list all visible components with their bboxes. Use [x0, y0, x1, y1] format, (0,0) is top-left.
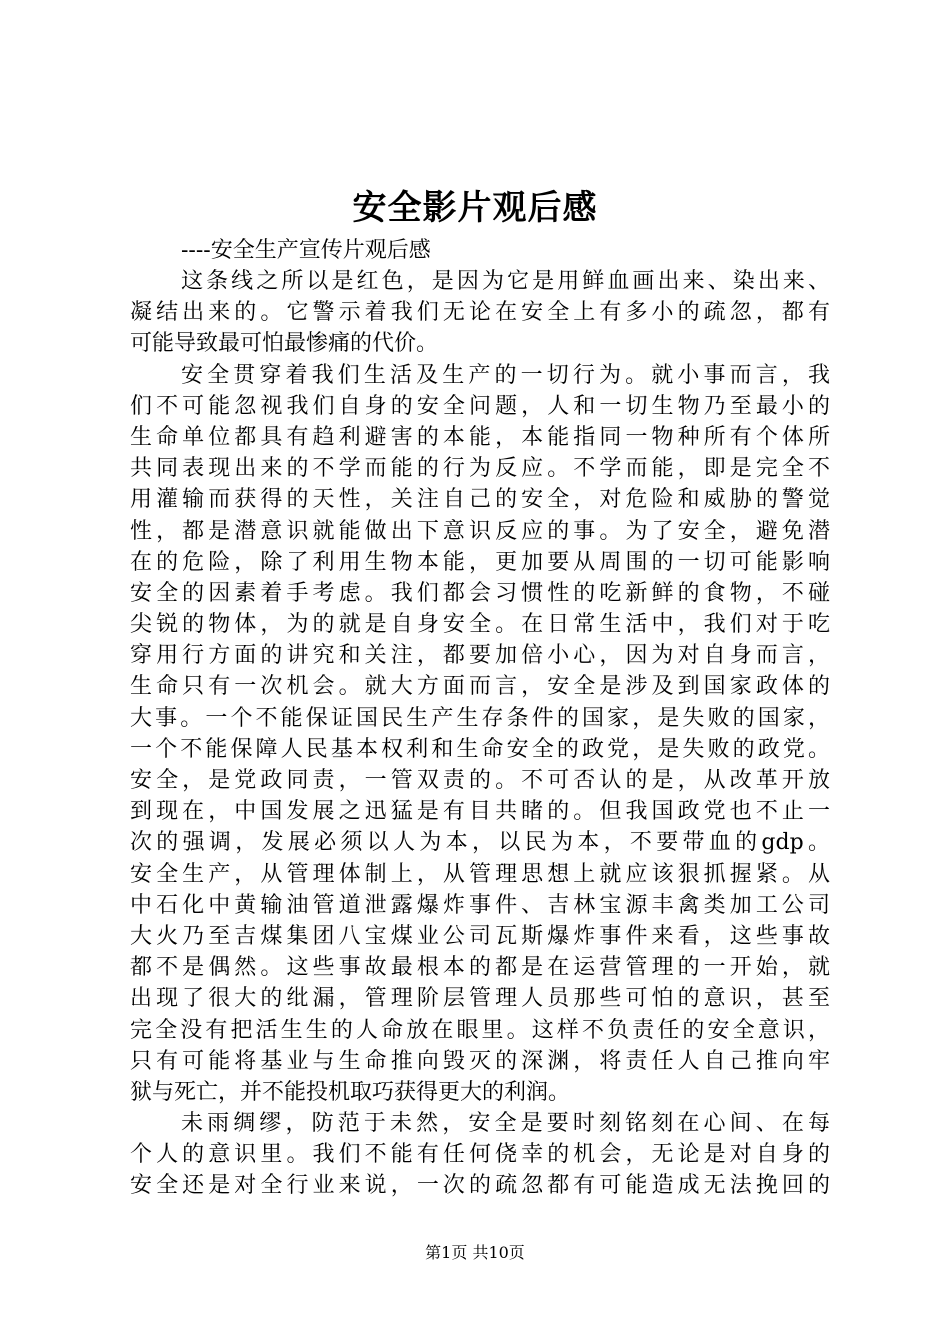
body-text-line: 凝结出来的。它警示着我们无论在安全上有多小的疏忽，都有 [130, 300, 830, 326]
body-text-line: 到现在，中国发展之迅猛是有目共睹的。但我国政党也不止一 [130, 799, 830, 825]
document-title: 安全影片观后感 [352, 188, 598, 228]
body-text-line: 安全还是对全行业来说，一次的疏忽都有可能造成无法挽回的 [130, 1173, 830, 1199]
body-text-line: 次的强调，发展必须以人为本，以民为本，不要带血的gdp。 [130, 830, 830, 856]
body-text-line: 尖锐的物体，为的就是自身安全。在日常生活中，我们对于吃 [130, 612, 830, 638]
body-text-line: 中石化中黄输油管道泄露爆炸事件、吉林宝源丰禽类加工公司 [130, 892, 830, 918]
body-text-line: 出现了很大的纰漏，管理阶层管理人员那些可怕的意识，甚至 [130, 986, 830, 1012]
document-subtitle: ----安全生产宣传片观后感 [181, 238, 431, 263]
body-text-line: 共同表现出来的不学而能的行为反应。不学而能，即是完全不 [130, 456, 830, 482]
body-text-line: 安全生产，从管理体制上，从管理思想上就应该狠抓握紧。从 [130, 861, 830, 887]
body-text-line: 生命单位都具有趋利避害的本能，本能指同一物种所有个体所 [130, 424, 830, 450]
body-text-line: 在的危险，除了利用生物本能，更加要从周围的一切可能影响 [130, 549, 830, 575]
body-text-line: 可能导致最可怕最惨痛的代价。 [130, 331, 439, 357]
body-text-line: 安全贯穿着我们生活及生产的一切行为。就小事而言，我 [181, 362, 830, 388]
body-text-line: 完全没有把活生生的人命放在眼里。这样不负责任的安全意识， [130, 1017, 830, 1043]
body-text-line: 这条线之所以是红色，是因为它是用鲜血画出来、染出来、 [181, 269, 830, 294]
body-text-line: 只有可能将基业与生命推向毁灭的深渊，将责任人自己推向牢 [130, 1048, 830, 1074]
page-footer: 第1页 共10页 [425, 1243, 525, 1262]
body-text-line: 狱与死亡，并不能投机取巧获得更大的利润。 [130, 1079, 571, 1105]
body-text-line: 们不可能忽视我们自身的安全问题，人和一切生物乃至最小的 [130, 393, 830, 419]
body-text-line: 穿用行方面的讲究和关注，都要加倍小心，因为对自身而言， [130, 643, 830, 669]
body-text-line: 性，都是潜意识就能做出下意识反应的事。为了安全，避免潜 [130, 518, 830, 544]
body-text-line: 都不是偶然。这些事故最根本的都是在运营管理的一开始，就 [130, 955, 830, 981]
body-text-line: 生命只有一次机会。就大方面而言，安全是涉及到国家政体的 [130, 674, 830, 700]
body-text-line: 个人的意识里。我们不能有任何侥幸的机会，无论是对自身的 [130, 1142, 830, 1168]
body-text-line: 安全的因素着手考虑。我们都会习惯性的吃新鲜的食物，不碰 [130, 580, 830, 606]
body-text-line: 用灌输而获得的天性，关注自己的安全，对危险和威胁的警觉 [130, 487, 830, 513]
body-text-line: 一个不能保障人民基本权利和生命安全的政党，是失败的政党。 [130, 736, 830, 762]
body-text-line: 大事。一个不能保证国民生产生存条件的国家，是失败的国家， [130, 705, 830, 731]
body-text-line: 未雨绸缪，防范于未然，安全是要时刻铭刻在心间、在每 [181, 1111, 830, 1137]
body-text-line: 大火乃至吉煤集团八宝煤业公司瓦斯爆炸事件来看，这些事故 [130, 923, 830, 949]
body-text-line: 安全，是党政同责，一管双责的。不可否认的是，从改革开放 [130, 768, 830, 793]
document-body [130, 266, 830, 1202]
